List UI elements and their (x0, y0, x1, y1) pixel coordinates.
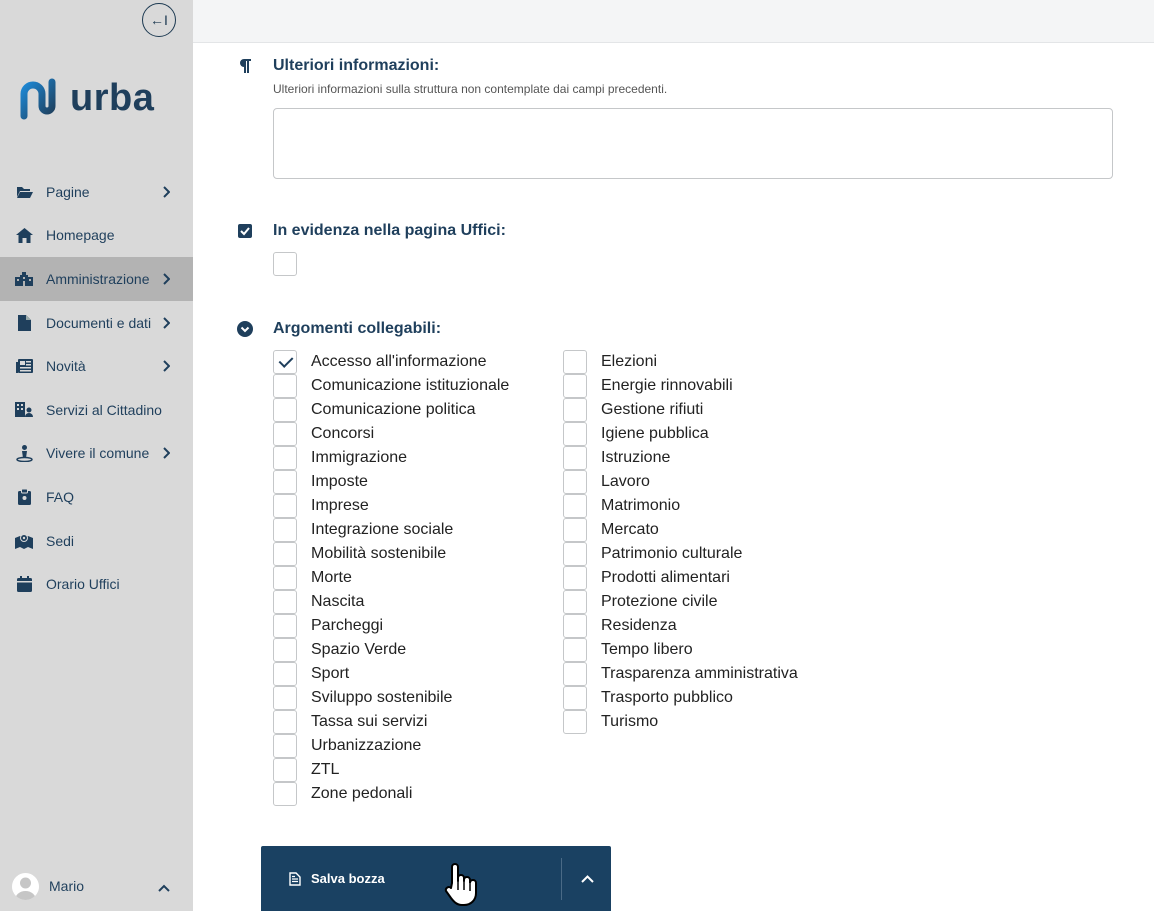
argomento-option[interactable] (563, 494, 798, 518)
argomento-option[interactable] (273, 446, 509, 470)
argomento-checkbox[interactable] (273, 710, 297, 734)
sidebar-item-label: Homepage (46, 227, 115, 244)
argomento-label: Comunicazione istituzionale (311, 377, 510, 394)
sidebar-item-novita[interactable] (0, 344, 193, 388)
argomento-label: Istruzione (601, 449, 671, 466)
argomento-checkbox[interactable] (563, 350, 587, 374)
argomento-label: Imposte (311, 473, 368, 490)
ulteriori-info-textarea[interactable] (273, 108, 1113, 179)
argomento-option[interactable] (273, 518, 509, 542)
argomento-checkbox[interactable] (273, 494, 297, 518)
argomento-label: Tempo libero (601, 641, 693, 658)
argomento-label: Protezione civile (601, 593, 718, 610)
argomento-label: Patrimonio culturale (601, 545, 743, 562)
home-icon (15, 226, 33, 244)
sidebar-item-documenti[interactable] (0, 301, 193, 345)
user-menu[interactable] (12, 872, 182, 900)
sidebar-item-label: Amministrazione (46, 270, 150, 287)
argomento-option[interactable] (563, 614, 798, 638)
argomento-option[interactable] (563, 350, 798, 374)
argomento-option[interactable] (273, 374, 509, 398)
argomento-label: Prodotti alimentari (601, 569, 730, 586)
argomento-label: Energie rinnovabili (601, 377, 733, 394)
argomento-checkbox[interactable] (563, 638, 587, 662)
argomento-option[interactable] (273, 710, 509, 734)
avatar (12, 873, 39, 900)
argomento-checkbox[interactable] (273, 638, 297, 662)
chevron-right-icon (160, 447, 172, 459)
argomento-option[interactable] (563, 638, 798, 662)
argomento-checkbox[interactable] (563, 470, 587, 494)
argomento-option[interactable] (273, 734, 509, 758)
checkbox-square-icon (237, 223, 253, 239)
argomento-checkbox[interactable] (563, 446, 587, 470)
argomento-checkbox[interactable] (563, 566, 587, 590)
argomento-checkbox[interactable] (273, 782, 297, 806)
save-bar-divider (561, 858, 562, 900)
argomento-label: Urbanizzazione (311, 737, 422, 754)
newspaper-icon (15, 357, 33, 375)
argomento-option[interactable] (273, 422, 509, 446)
argomento-checkbox[interactable] (563, 662, 587, 686)
argomento-checkbox[interactable] (563, 542, 587, 566)
sidebar-item-orario[interactable] (0, 562, 193, 606)
argomento-checkbox[interactable] (273, 662, 297, 686)
argomento-checkbox[interactable] (563, 374, 587, 398)
argomento-option[interactable] (273, 614, 509, 638)
chevron-right-icon (160, 360, 172, 372)
argomento-label: Trasparenza amministrativa (601, 665, 798, 682)
sidebar-item-label: Sedi (46, 532, 75, 549)
argomento-option[interactable] (563, 398, 798, 422)
sidebar-item-amministrazione[interactable] (0, 257, 193, 301)
argomento-option[interactable] (563, 374, 798, 398)
argomento-option[interactable] (273, 542, 509, 566)
ulteriori-info-label: Ulteriori informazioni: (273, 57, 440, 74)
argomento-label: Mercato (601, 521, 659, 538)
chevron-right-icon (160, 186, 172, 198)
calendar-icon (15, 575, 33, 593)
argomento-option[interactable] (273, 638, 509, 662)
sidebar-item-pagine[interactable] (0, 170, 193, 214)
hand-pointer-cursor-icon (443, 861, 477, 911)
chevron-right-icon (160, 317, 172, 329)
ulteriori-info-description: Ulteriori informazioni sulla struttura non contemplate dai campi precedenti. (273, 82, 668, 96)
argomento-label: Zone pedonali (311, 785, 413, 802)
argomento-option[interactable] (273, 782, 509, 806)
argomento-checkbox[interactable] (273, 470, 297, 494)
argomento-label: Matrimonio (601, 497, 681, 514)
argomento-option[interactable] (273, 566, 509, 590)
building-user-icon (15, 401, 33, 419)
argomento-option[interactable] (563, 446, 798, 470)
argomento-label: Igiene pubblica (601, 425, 709, 442)
collapse-sidebar-button[interactable] (142, 3, 176, 37)
in-evidenza-label: In evidenza nella pagina Uffici: (273, 222, 506, 239)
argomento-option[interactable] (563, 518, 798, 542)
sidebar-item-label: Orario Uffici (46, 576, 120, 593)
urba-logo-mark-icon (18, 76, 62, 120)
argomento-label: Accesso all'informazione (311, 353, 487, 370)
save-bar (261, 846, 611, 911)
chevron-circle-down-icon (237, 321, 253, 337)
argomento-checkbox[interactable] (273, 734, 297, 758)
argomento-option[interactable] (563, 590, 798, 614)
argomento-checkbox[interactable] (273, 518, 297, 542)
argomento-option[interactable] (563, 686, 798, 710)
logo-text: urba (70, 77, 155, 119)
map-location-icon (15, 532, 33, 550)
argomento-option[interactable] (273, 590, 509, 614)
argomento-option[interactable] (563, 710, 798, 734)
argomento-label: Elezioni (601, 353, 658, 370)
sidebar-item-vivere[interactable] (0, 432, 193, 476)
argomento-option[interactable] (273, 494, 509, 518)
argomento-label: Trasporto pubblico (601, 689, 733, 706)
sidebar-item-label: Servizi al Cittadino (46, 401, 162, 418)
argomento-checkbox[interactable] (563, 590, 587, 614)
argomento-checkbox[interactable] (273, 542, 297, 566)
argomento-label: Immigrazione (311, 449, 408, 466)
argomento-checkbox[interactable] (273, 590, 297, 614)
argomento-option[interactable] (273, 758, 509, 782)
argomento-checkbox[interactable] (563, 494, 587, 518)
argomento-checkbox[interactable] (273, 566, 297, 590)
argomento-label: Sviluppo sostenibile (311, 689, 453, 706)
argomento-option[interactable] (273, 350, 509, 374)
argomento-option[interactable] (273, 686, 509, 710)
argomento-option[interactable] (563, 470, 798, 494)
sidebar-item-servizi[interactable] (0, 388, 193, 432)
city-icon (15, 270, 33, 288)
collapse-arrow-icon: ←I (150, 12, 168, 28)
argomento-checkbox[interactable] (273, 350, 297, 374)
save-draft-label: Salva bozza (311, 871, 385, 886)
file-save-icon (289, 872, 301, 886)
argomento-option[interactable] (563, 422, 798, 446)
sidebar-item-label: Pagine (46, 183, 90, 200)
sidebar-item-label: Vivere il comune (46, 445, 150, 462)
argomento-checkbox[interactable] (273, 422, 297, 446)
argomento-option[interactable] (273, 470, 509, 494)
argomento-option[interactable] (563, 566, 798, 590)
argomento-label: Tassa sui servizi (311, 713, 428, 730)
user-name: Mario (49, 878, 85, 894)
file-icon (15, 314, 33, 332)
sidebar-item-label: FAQ (46, 488, 75, 505)
folder-open-icon (15, 183, 33, 201)
argomento-label: ZTL (311, 761, 340, 778)
argomenti-column-2 (563, 350, 798, 734)
chevron-right-icon (160, 273, 172, 285)
argomento-label: Mobilità sostenibile (311, 545, 447, 562)
location-person-icon (15, 444, 33, 462)
logo[interactable] (18, 76, 154, 120)
argomento-label: Imprese (311, 497, 369, 514)
argomento-option[interactable] (563, 542, 798, 566)
top-bar (193, 0, 1154, 43)
argomento-checkbox[interactable] (273, 758, 297, 782)
argomento-checkbox[interactable] (273, 446, 297, 470)
argomento-checkbox[interactable] (563, 710, 587, 734)
argomento-checkbox[interactable] (563, 422, 587, 446)
argomenti-column-1 (273, 350, 509, 806)
argomenti-label: Argomenti collegabili: (273, 320, 442, 337)
argomento-label: Parcheggi (311, 617, 384, 634)
argomento-label: Integrazione sociale (311, 521, 454, 538)
chevron-up-icon (581, 875, 594, 883)
argomento-label: Nascita (311, 593, 365, 610)
argomento-option[interactable] (273, 398, 509, 422)
argomento-label: Morte (311, 569, 352, 586)
chevron-up-icon (158, 879, 170, 897)
argomento-checkbox[interactable] (563, 518, 587, 542)
argomento-checkbox[interactable] (563, 614, 587, 638)
sidebar-item-label: Novità (46, 358, 86, 375)
argomento-checkbox[interactable] (273, 614, 297, 638)
argomento-option[interactable] (563, 662, 798, 686)
argomento-label: Gestione rifiuti (601, 401, 704, 418)
save-draft-button[interactable] (261, 846, 561, 911)
argomento-label: Turismo (601, 713, 659, 730)
save-options-toggle-button[interactable] (563, 846, 611, 911)
argomento-label: Spazio Verde (311, 641, 407, 658)
argomento-option[interactable] (273, 662, 509, 686)
argomento-label: Residenza (601, 617, 677, 634)
argomento-checkbox[interactable] (563, 686, 587, 710)
clipboard-icon (15, 488, 33, 506)
argomento-checkbox[interactable] (273, 686, 297, 710)
sidebar-nav (0, 170, 193, 606)
argomento-label: Lavoro (601, 473, 650, 490)
argomento-label: Sport (311, 665, 350, 682)
argomento-checkbox[interactable] (273, 398, 297, 422)
sidebar-item-faq[interactable] (0, 475, 193, 519)
argomento-label: Comunicazione politica (311, 401, 476, 418)
argomento-checkbox[interactable] (563, 398, 587, 422)
sidebar (0, 0, 193, 911)
sidebar-item-label: Documenti e dati (46, 314, 152, 331)
argomento-label: Concorsi (311, 425, 375, 442)
sidebar-item-homepage[interactable] (0, 214, 193, 258)
user-silhouette-icon (12, 873, 39, 900)
main-content (193, 43, 1154, 911)
sidebar-item-sedi[interactable] (0, 519, 193, 563)
argomento-checkbox[interactable] (273, 374, 297, 398)
paragraph-icon (237, 58, 253, 74)
in-evidenza-checkbox[interactable] (273, 252, 297, 276)
